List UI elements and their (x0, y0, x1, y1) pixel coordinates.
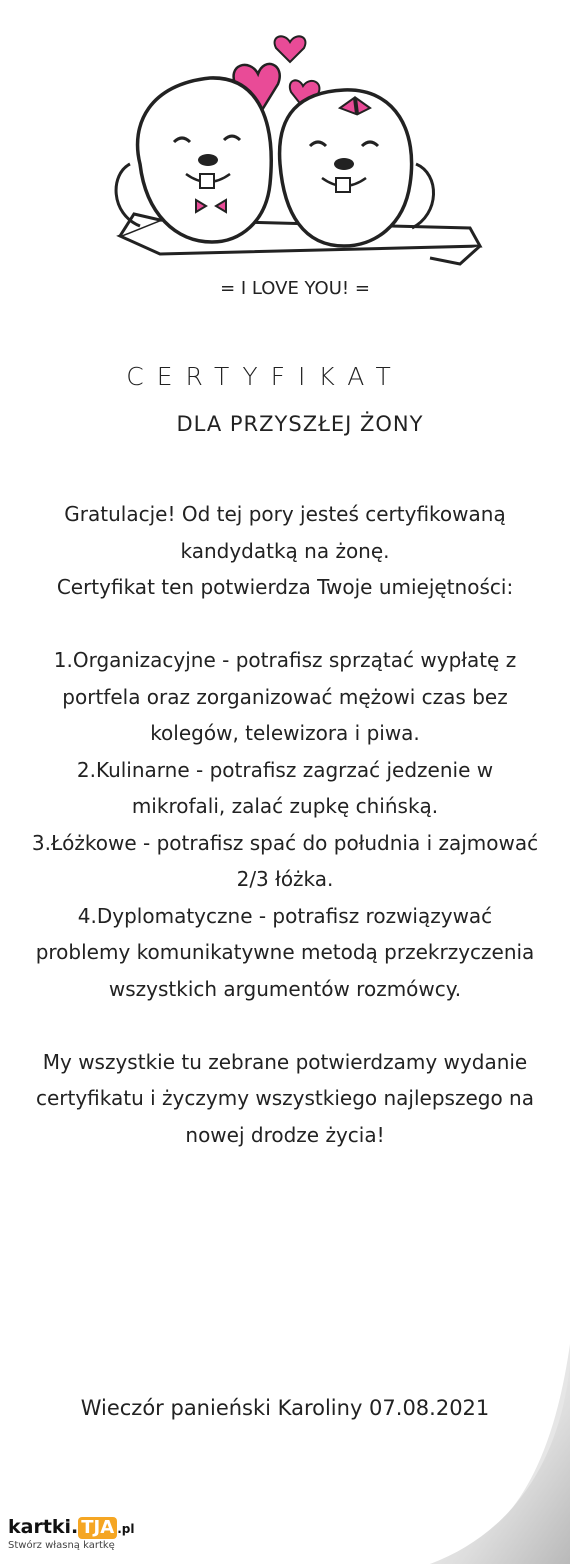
page-curl-decoration (390, 1344, 570, 1564)
skill-item: 1.Organizacyjne - potrafisz sprzątać wypłatę z portfela oraz zorganizować mężowi czas bez kolegów, telewizora i piwa. (53, 648, 517, 745)
certificate-body (30, 496, 540, 1153)
intro-line-2: Certyfikat ten potwierdza Twoje umiejętności: (56, 575, 514, 599)
signature: Wieczór panieński Karoliny 07.08.2021 (80, 1396, 490, 1420)
logo-tagline: Stwórz własną kartkę (8, 1540, 115, 1551)
logo-name: kartki. (8, 1516, 79, 1538)
skill-item: 3.Łóżkowe - potrafisz spać do południa i zajmować 2/3 łóżka. (31, 830, 539, 891)
intro-line-1: Gratulacje! Od tej pory jesteś certyfikowaną kandydatką na żonę. (64, 502, 506, 563)
heart-icon (275, 36, 306, 62)
skill-item: 4.Dyplomatyczne - potrafisz rozwiązywać problemy komunikatywne metodą przekrzyczenia wszystkich argumentów rozmówcy. (35, 903, 535, 1001)
logo-highlight: TJA (78, 1517, 117, 1539)
kartki-tja-logo[interactable] (8, 1514, 135, 1558)
certificate-subtitle: DLA PRZYSZŁEJ ŻONY (176, 412, 424, 436)
closing-wish: My wszystkie tu zebrane potwierdzamy wydanie certyfikatu i życzymy wszystkiego najlepszego na nowej drodze życia! (35, 1049, 534, 1147)
illustration-caption: = I LOVE YOU! = (220, 278, 370, 299)
certificate-title: CERTYFIKAT (126, 362, 404, 391)
skill-item: 2.Kulinarne - potrafisz zagrzać jedzenie w mikrofali, zalać zupkę chińską. (76, 757, 494, 818)
logo-suffix: .pl (117, 1522, 135, 1536)
beavers-love-illustration (100, 14, 490, 304)
